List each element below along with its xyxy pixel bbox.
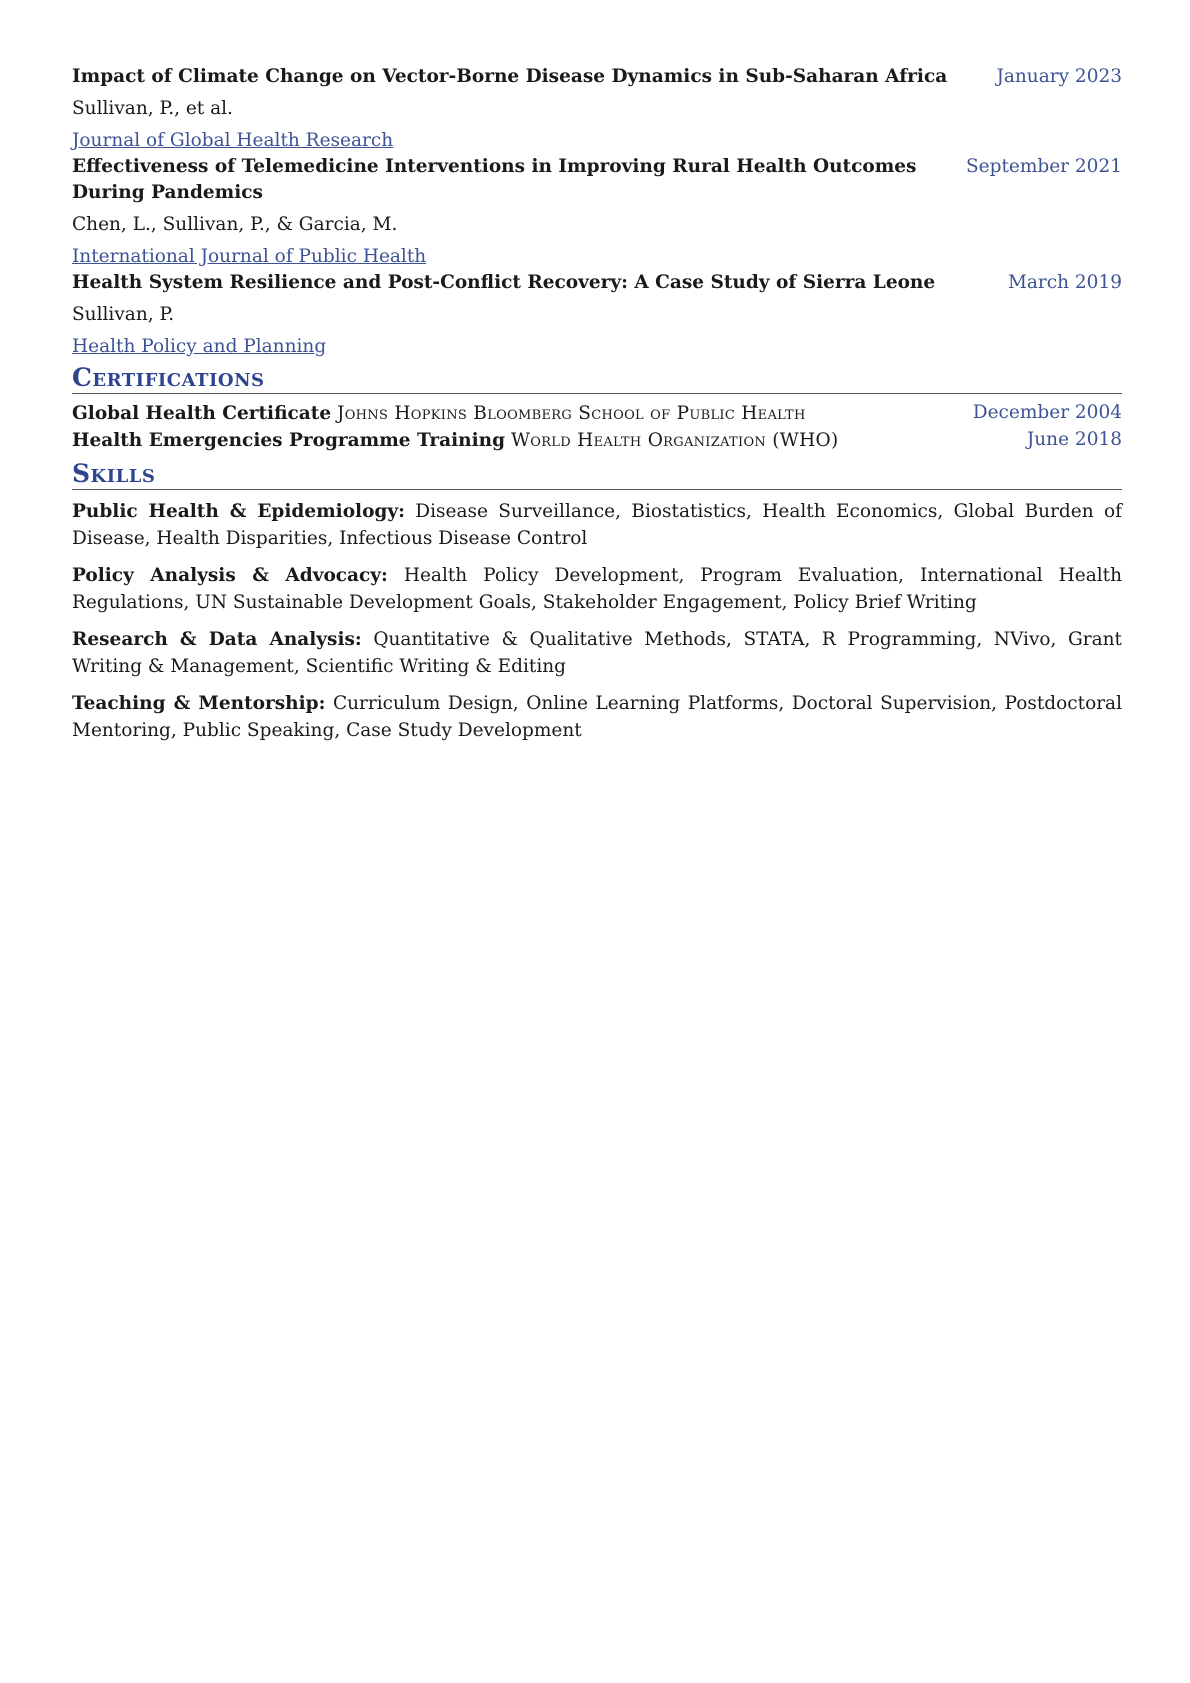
skill-text: Curriculum Design, Online Learning Platforms, Doctoral Supervision, Postdoctoral Mentoring, Public Speaking, Case Study Development <box>72 693 1123 741</box>
certification-date: June 2018 <box>1026 429 1122 450</box>
certification-name: Global Health Certificate <box>72 403 332 424</box>
publication-date: January 2023 <box>996 66 1122 87</box>
resume-page <box>72 64 1122 744</box>
certification-org: Johns Hopkins Bloomberg School of Public Health <box>336 403 806 424</box>
skill-text: Quantitative & Qualitative Methods, STATA, R Programming, NVivo, Grant Writing & Management, Scientific Writing & Editing <box>72 629 1122 677</box>
journal-link[interactable]: Health Policy and Planning <box>72 336 327 357</box>
publication-date: September 2021 <box>966 156 1122 177</box>
skills-heading: Skills <box>72 460 1122 490</box>
skill-item <box>72 562 1122 616</box>
skill-item <box>72 626 1122 680</box>
skills-list <box>72 498 1122 744</box>
skill-text: Health Policy Development, Program Evaluation, International Health Regulations, UN Sustainable Development Goals, Stakeholder Engagement, Policy Brief Writing <box>72 565 1122 613</box>
publication-entry <box>72 154 1122 270</box>
skill-item <box>72 498 1122 552</box>
journal-link[interactable]: Journal of Global Health Research <box>72 130 394 151</box>
skill-label: Research & Data Analysis: <box>72 629 362 650</box>
skill-label: Policy Analysis & Advocacy: <box>72 565 388 586</box>
certification-org: World Health Organization (WHO) <box>510 430 839 451</box>
certification-item <box>72 427 1122 454</box>
certifications-list <box>72 400 1122 454</box>
skill-text: Disease Surveillance, Biostatistics, Health Economics, Global Burden of Disease, Health Disparities, Infectious Disease Control <box>72 501 1122 549</box>
publication-authors: Sullivan, P. <box>72 304 175 325</box>
publication-title: Impact of Climate Change on Vector-Borne Disease Dynamics in Sub-Saharan Africa <box>72 66 948 87</box>
certifications-heading: Certifications <box>72 364 1122 394</box>
certification-date: December 2004 <box>972 402 1122 423</box>
publication-title: Effectiveness of Telemedicine Interventions in Improving Rural Health Outcomes During Pandemics <box>72 156 917 203</box>
certification-name: Health Emergencies Programme Training <box>72 430 506 451</box>
publication-entry <box>72 64 1122 154</box>
skill-label: Public Health & Epidemiology: <box>72 501 405 522</box>
publication-date: March 2019 <box>1007 272 1122 293</box>
publication-authors: Chen, L., Sullivan, P., & Garcia, M. <box>72 214 398 235</box>
skill-item <box>72 690 1122 744</box>
journal-link[interactable]: International Journal of Public Health <box>72 246 427 267</box>
skill-label: Teaching & Mentorship: <box>72 693 326 714</box>
certification-item <box>72 400 1122 427</box>
publication-entry <box>72 270 1122 360</box>
publication-authors: Sullivan, P., et al. <box>72 98 233 119</box>
publication-title: Health System Resilience and Post-Conflict Recovery: A Case Study of Sierra Leone <box>72 272 936 293</box>
